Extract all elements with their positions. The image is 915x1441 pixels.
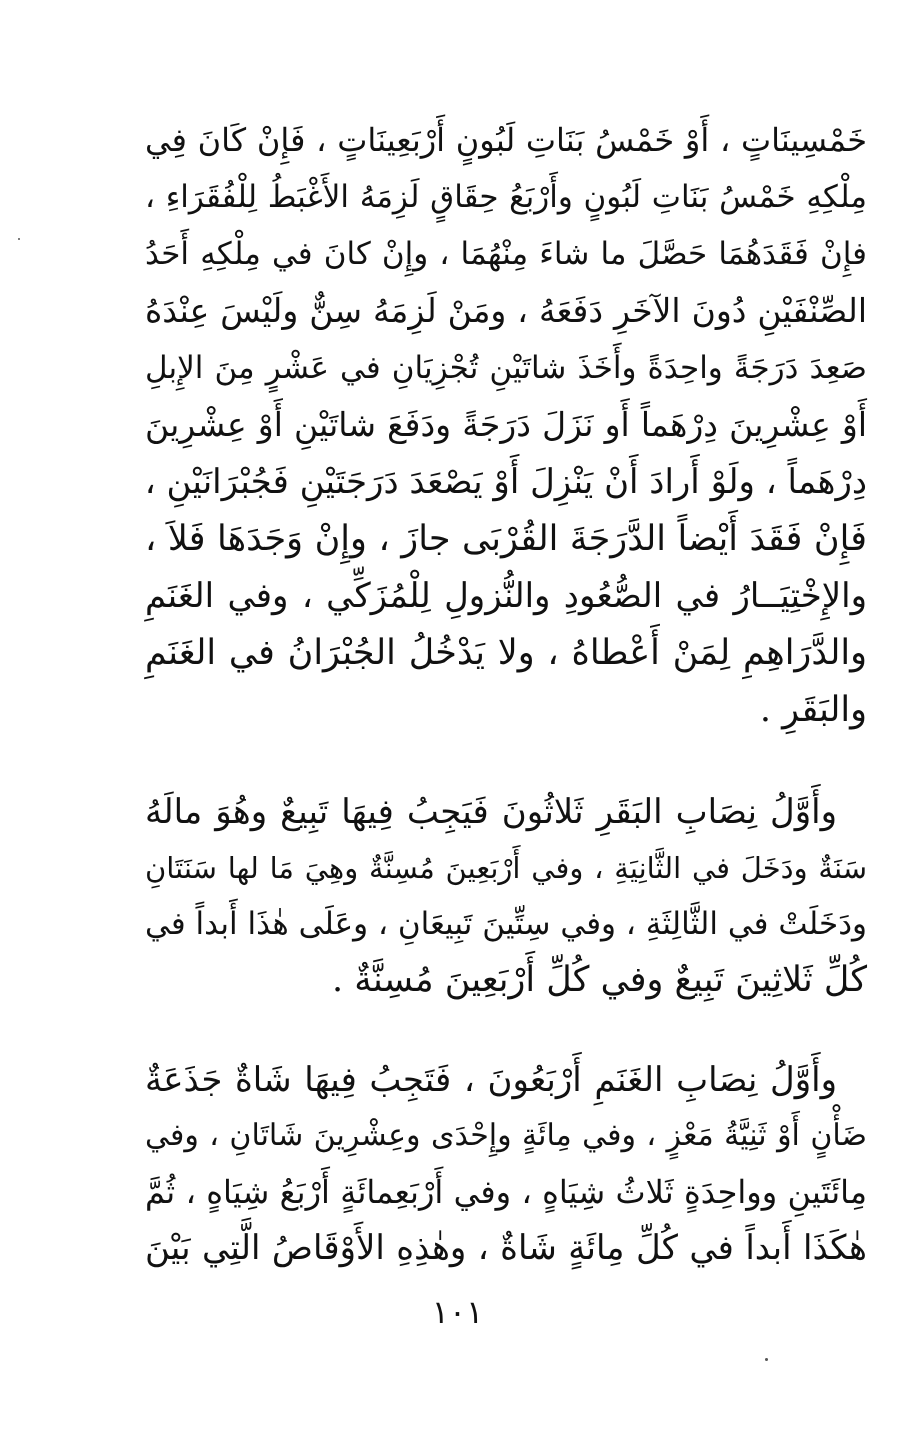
text-line: وأَوَّلُ نِصَابِ الغَنَمِ أَرْبَعُونَ ، فَتَجِبُ فِيهَا شَاةٌ جَذَعَةٌ: [145, 1060, 837, 1100]
scan-speck: [18, 238, 20, 240]
text-line: والبَقَرِ .: [759, 690, 867, 730]
text-line: دِرْهَماً ، ولَوْ أَرادَ أَنْ يَنْزِلَ أَوْ يَصْعَدَ دَرَجَتَيْنِ فَجُبْرَانَيْنِ ،: [144, 462, 867, 502]
text-line: صَعِدَ دَرَجَةً واحِدَةً وأَخَذَ شاتَيْنِ تُجْزِيَانِ في عَشْرٍ مِنَ الإِبلِ: [145, 350, 867, 386]
text-line: هٰكَذَا أَبداً في كُلِّ مِائَةٍ شَاةٌ ، وهٰذِهِ الأَوْقَاصُ الَّتِي بَيْنَ: [145, 1228, 867, 1268]
text-line: فَإِنْ فَقَدَ أَيْضاً الدَّرَجَةَ القُرْبَى جازَ ، وإِنْ وَجَدَهَا فَلاَ ،: [145, 519, 867, 559]
text-line: مِلْكِهِ خَمْسُ بَنَاتِ لَبُونٍ وأَرْبَعُ حِقَاقٍ لَزِمَهُ الأَغْبَطُ لِلْفُقَرَاءِ ،: [145, 179, 867, 215]
text-line: والدَّرَاهِمِ لِمَنْ أَعْطاهُ ، ولا يَدْخُلُ الجُبْرَانُ في الغَنَمِ: [145, 633, 867, 673]
text-line: سَنَةٌ ودَخَلَ في الثَّانِيَةِ ، وفي أَرْبَعِينَ مُسِنَّةٌ وهِيَ مَا لها سَنَتَانِ: [145, 851, 867, 885]
text-line: كُلِّ ثَلاثِينَ تَبِيعٌ وفي كُلِّ أَرْبَعِينَ مُسِنَّةٌ .: [332, 960, 867, 1000]
text-line: مِائَتَينِ وواحِدَةٍ ثَلاثُ شِيَاهٍ ، وفي أَرْبَعِمائَةٍ أَرْبَعُ شِيَاهٍ ، ثُمَّ: [145, 1173, 867, 1211]
text-line: ضَأْنٍ أَوْ ثَنِيَّةُ مَعْزٍ ، وفي مِائَةٍ وإِحْدَى وعِشْرِينَ شَاتَانِ ، وفي: [145, 1118, 867, 1153]
text-line: خَمْسِينَاتٍ ، أَوْ خَمْسُ بَنَاتِ لَبُونٍ أَرْبَعِينَاتٍ ، فَإِنْ كَانَ فِي: [145, 121, 868, 159]
text-line: والإِخْتِيَــارُ في الصُّعُودِ والنُّزولِ لِلْمُزَكِّي ، وفي الغَنَمِ: [145, 576, 867, 616]
text-line: أَوْ عِشْرِينَ دِرْهَماً أَو نَزَلَ دَرَجَةً ودَفَعَ شاتَيْنِ أَوْ عِشْرِينَ: [145, 405, 868, 444]
text-line: وأَوَّلُ نِصَابِ البَقَرِ ثَلاثُونَ فَيَجِبُ فِيهَا تَبِيعٌ وهُوَ مالَهُ: [145, 792, 837, 832]
text-line: الصِّنْفَيْنِ دُونَ الآخَرِ دَفَعَهُ ، ومَنْ لَزِمَهُ سِنٌّ ولَيْسَ عِنْدَهُ: [145, 291, 867, 330]
text-line: فإِنْ فَقَدَهُمَا حَصَّلَ ما شاءَ مِنْهُمَا ، وإِنْ كانَ في مِلْكِهِ أَحَدُ: [145, 236, 867, 272]
scan-speck: [765, 1358, 768, 1361]
page-number: ١٠١: [431, 1293, 484, 1331]
text-line: ودَخَلَتْ في الثَّالِثَةِ ، وفي سِتِّينَ تَبِيعَانِ ، وعَلَى هٰذَا أَبداً في: [145, 906, 867, 942]
